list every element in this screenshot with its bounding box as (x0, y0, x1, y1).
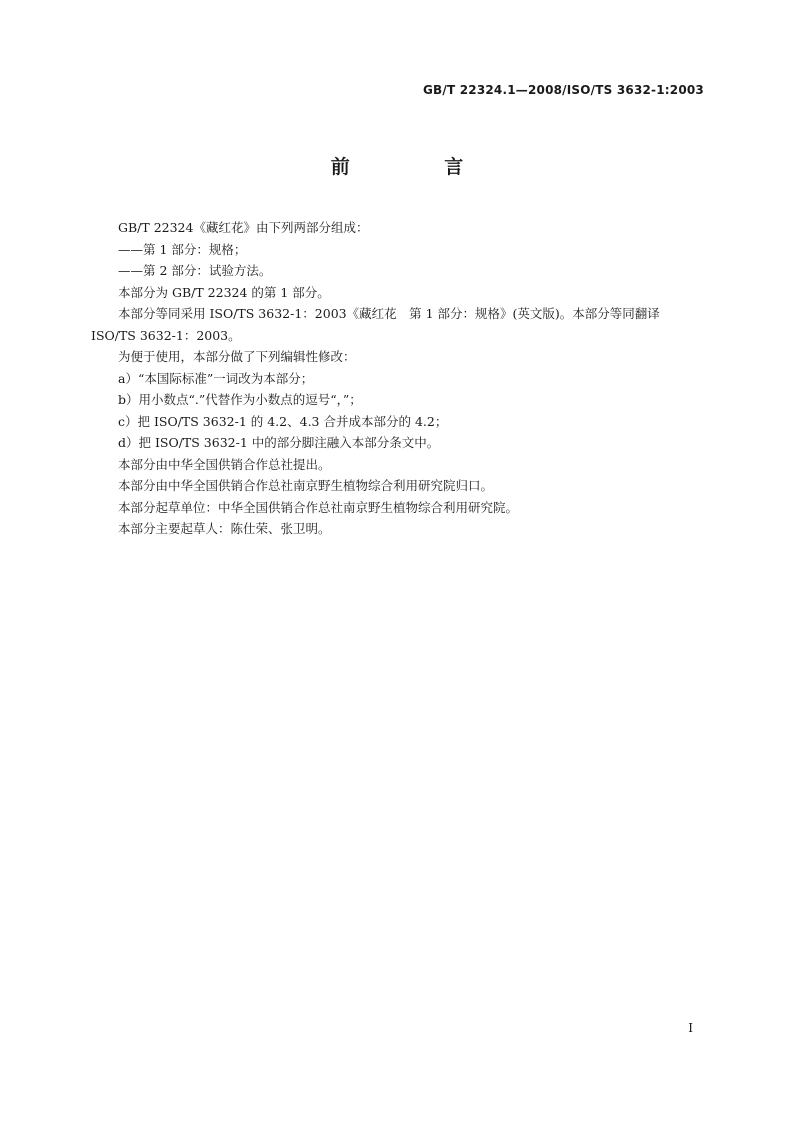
page-number: I (688, 1021, 693, 1035)
paragraph-drafters: 本部分主要起草人：陈仕荣、张卫明。 (118, 521, 331, 536)
list-item-part1: ——第 1 部分：规格； (118, 241, 247, 257)
edit-item-d: d）把 ISO/TS 3632-1 中的部分脚注融入本部分条文中。 (118, 435, 440, 450)
paragraph-edits-intro: 为便于使用，本部分做了下列编辑性修改： (118, 349, 356, 364)
paragraph-proposed-by: 本部分由中华全国供销合作总社提出。 (118, 456, 331, 472)
paragraph-adoption: 本部分等同采用 ISO/TS 3632-1：2003《藏红花 第 1 部分：规格》(英文版)。本部分等同翻译ISO/TS 3632-1：2003。 (91, 306, 660, 343)
list-item-part2: ——第 2 部分：试验方法。 (118, 263, 272, 278)
paragraph-drafting-unit: 本部分起草单位：中华全国供销合作总社南京野生植物综合利用研究院。 (118, 499, 519, 515)
foreword-body (91, 217, 703, 540)
page-title: 前 言 (330, 156, 508, 178)
paragraph-intro: GB/T 22324《藏红花》由下列两部分组成： (118, 220, 369, 235)
paragraph-centralized-by: 本部分由中华全国供销合作总社南京野生植物综合利用研究院归口。 (118, 478, 494, 493)
standard-code-header: GB/T 22324.1—2008/ISO/TS 3632-1:2003 (422, 83, 704, 97)
edit-item-a: a）“本国际标准”一词改为本部分； (118, 370, 314, 386)
paragraph-part-statement: 本部分为 GB/T 22324 的第 1 部分。 (118, 284, 330, 300)
edit-item-b: b）用小数点“.”代替作为小数点的逗号“，”； (118, 392, 362, 407)
edit-item-c: c）把 ISO/TS 3632-1 的 4.2、4.3 合并成本部分的 4.2； (118, 413, 448, 429)
